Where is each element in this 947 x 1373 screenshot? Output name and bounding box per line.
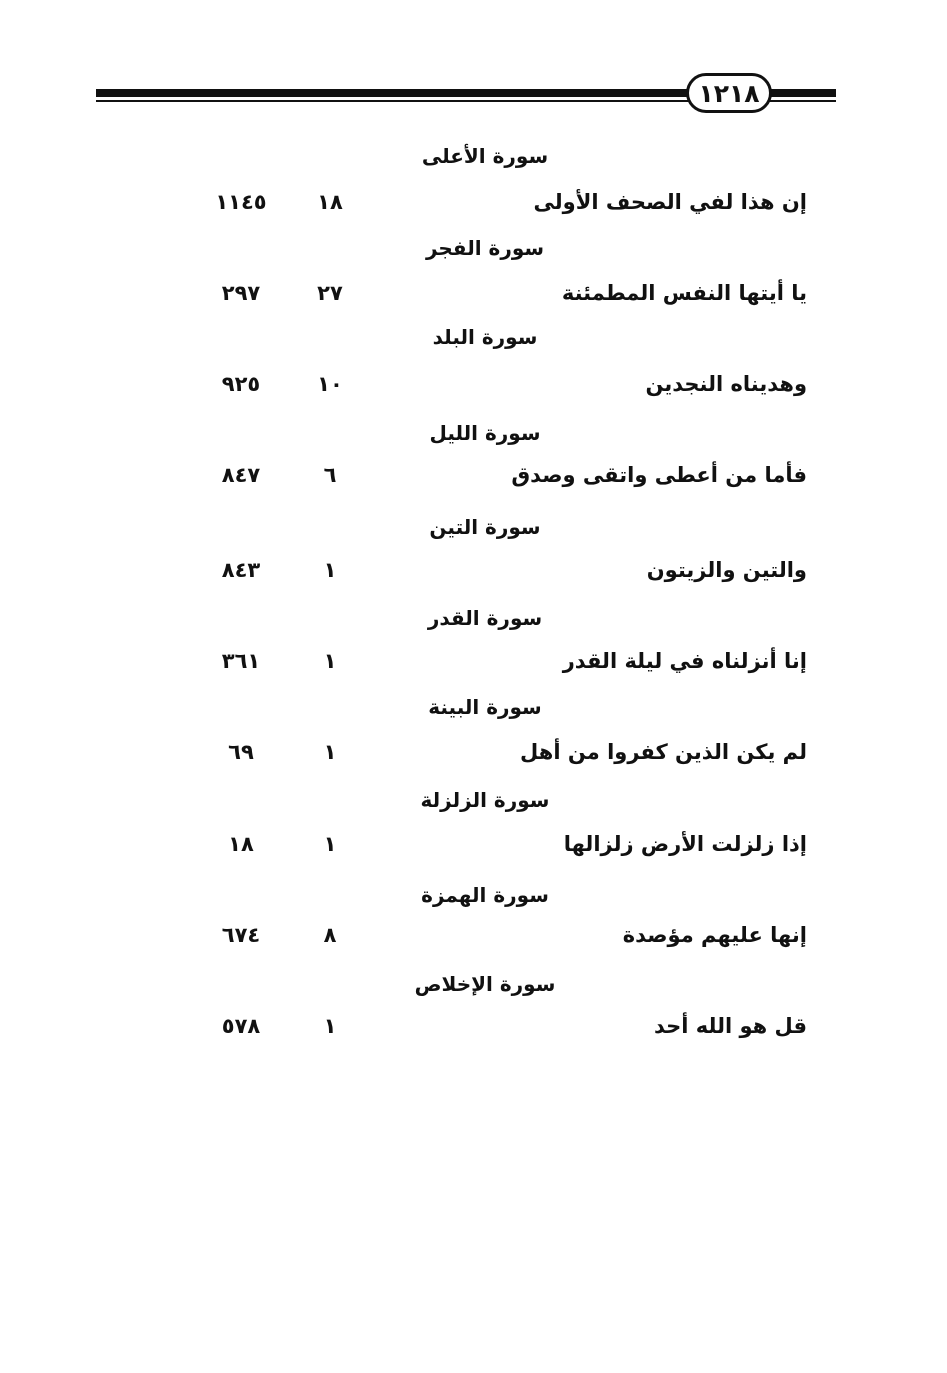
surah-heading-row [0,782,947,818]
surah-heading-row [0,966,947,1002]
page-reference: ٦٩ [228,740,254,764]
verse-text: إنا أنزلناه في ليلة القدر [562,649,807,673]
ayah-number: ٦ [323,463,337,487]
surah-heading-row [0,509,947,545]
surah-heading-row [0,138,947,174]
surah-heading: سورة الزلزلة [420,788,550,812]
verse-row [0,917,947,953]
surah-heading: سورة الفجر [425,236,545,260]
ayah-number: ١ [323,1014,337,1038]
page-reference: ٩٢٥ [221,372,261,396]
surah-heading: سورة الأعلى [421,144,549,168]
verse-row [0,457,947,493]
page-reference: ٨٤٣ [221,558,261,582]
verse-text: إنها عليهم مؤصدة [622,923,807,947]
surah-heading-row [0,319,947,355]
verse-text: لم يكن الذين كفروا من أهل [520,740,807,764]
surah-heading: سورة الهمزة [421,883,549,907]
page-number-badge: ١٢١٨ [686,73,772,113]
page-reference: ٥٧٨ [221,1014,261,1038]
verse-text: والتين والزيتون [646,558,807,582]
ayah-number: ٨ [323,923,337,947]
ayah-number: ١ [323,832,337,856]
surah-heading: سورة البينة [428,695,542,719]
page-reference: ٨٤٧ [221,463,261,487]
surah-heading: سورة الإخلاص [414,972,556,996]
surah-heading-row [0,415,947,451]
page-reference: ٢٩٧ [221,281,261,305]
surah-heading-row [0,230,947,266]
verse-text: قل هو الله أحد [653,1014,807,1038]
verse-text: إذا زلزلت الأرض زلزالها [563,832,807,856]
verse-row [0,275,947,311]
verse-row [0,643,947,679]
ayah-number: ١ [323,558,337,582]
surah-heading: سورة التين [429,515,541,539]
verse-row [0,552,947,588]
ayah-number: ١٨ [317,190,343,214]
verse-text: وهديناه النجدين [645,372,807,396]
page-reference: ٦٧٤ [221,923,261,947]
surah-heading-row [0,877,947,913]
verse-row [0,1008,947,1044]
surah-heading: سورة القدر [427,606,543,630]
surah-heading-row [0,689,947,725]
verse-row [0,734,947,770]
verse-text: فأما من أعطى واتقى وصدق [511,463,807,487]
surah-heading: سورة البلد [432,325,538,349]
surah-heading: سورة الليل [429,421,541,445]
page-reference: ١١٤٥ [215,190,267,214]
page-reference: ١٨ [228,832,254,856]
verse-text: إن هذا لفي الصحف الأولى [533,190,807,214]
verse-row [0,366,947,402]
page-reference: ٣٦١ [221,649,261,673]
surah-heading-row [0,600,947,636]
verse-text: يا أيتها النفس المطمئنة [561,281,807,305]
ayah-number: ١٠ [317,372,343,396]
ayah-number: ١ [323,740,337,764]
ayah-number: ١ [323,649,337,673]
verse-row [0,184,947,220]
verse-row [0,826,947,862]
ayah-number: ٢٧ [317,281,343,305]
